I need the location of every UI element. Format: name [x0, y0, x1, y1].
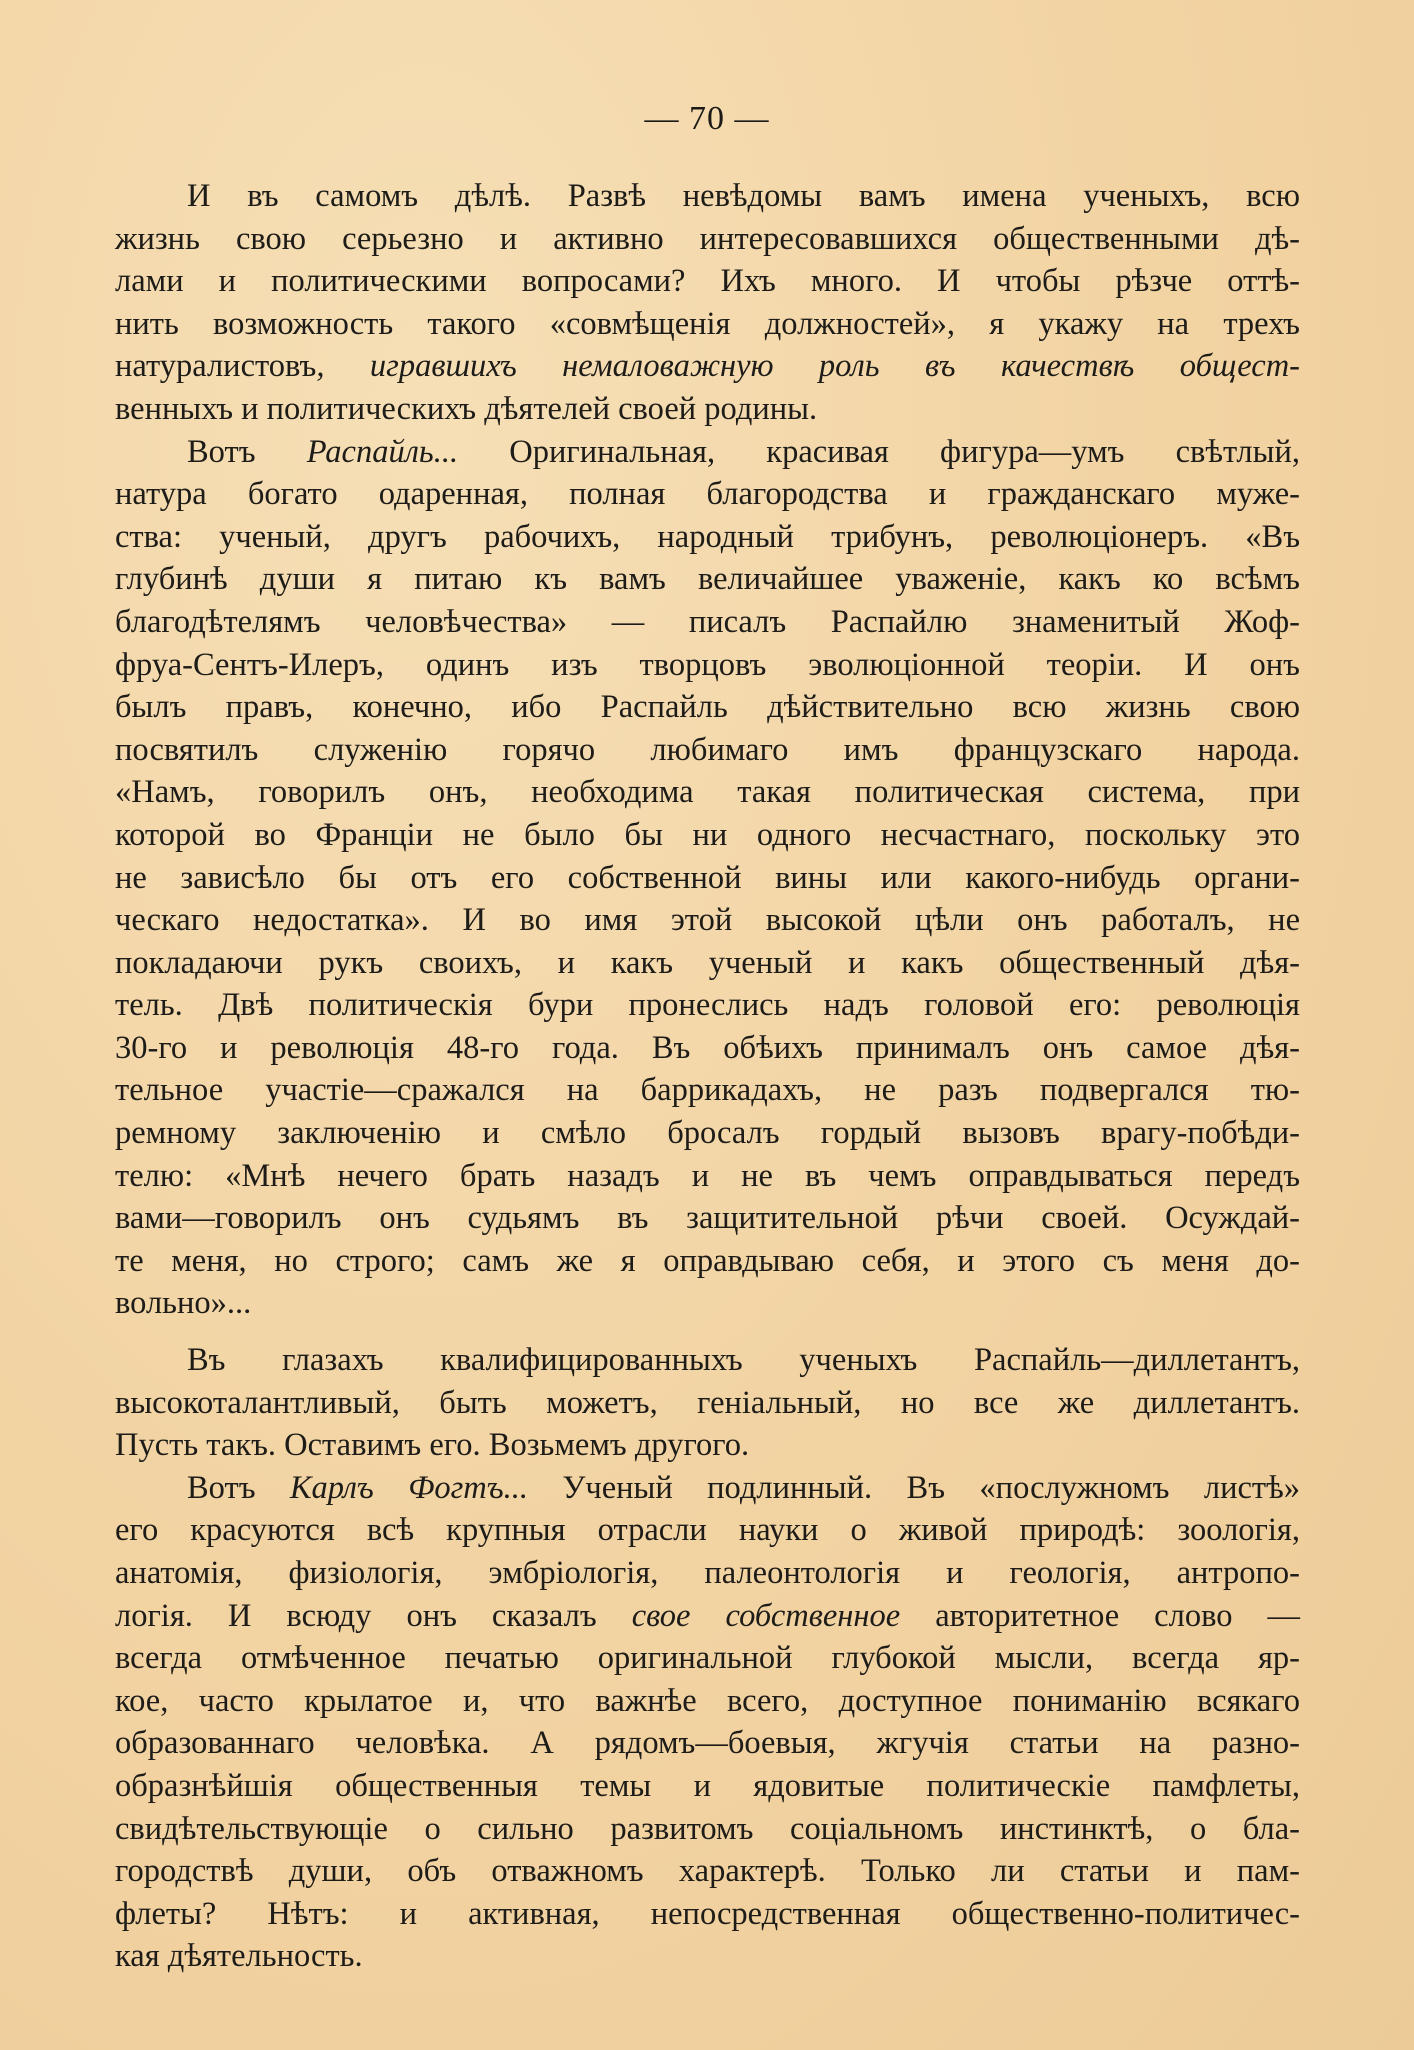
text-line: тель. Двѣ политическія бури пронеслись надъ головой его: революція: [115, 987, 1300, 1024]
text-line: И въ самомъ дѣлѣ. Развѣ невѣдомы вамъ имена ученыхъ, всю: [187, 178, 1300, 214]
text-line: логія. И всюду онъ сказалъ свое собственное авторитетное слово —: [115, 1597, 1300, 1634]
text-line: благодѣтелямъ человѣчества» — писалъ Распайлю знаменитый Жоф-: [115, 603, 1300, 640]
text-line: лами и политическими вопросами? Ихъ много. И чтобы рѣзче оттѣ-: [115, 263, 1300, 300]
text-line: анатомія, физіологія, эмбріологія, палеонтологія и геологія, антропо-: [115, 1555, 1300, 1591]
text-line: Вотъ Распайль... Оригинальная, красивая фигура—умъ свѣтлый,: [187, 433, 1300, 470]
text-line: венныхъ и политическихъ дѣятелей своей родины.: [115, 390, 818, 427]
text-line: кая дѣятельность.: [115, 1938, 363, 1975]
text-line: былъ правъ, конечно, ибо Распайль дѣйствительно всю жизнь свою: [115, 689, 1300, 726]
paragraph: [115, 1467, 1300, 1978]
text-line: покладаючи рукъ своихъ, и какъ ученый и какъ общественный дѣя-: [115, 944, 1300, 981]
text-line: всегда отмѣченное печатью оригинальной глубокой мысли, всегда яр-: [115, 1640, 1300, 1677]
text-line: тельное участіе—сражался на баррикадахъ, не разъ подвергался тю-: [115, 1072, 1300, 1109]
text-line: фруа-Сентъ-Илеръ, одинъ изъ творцовъ эволюціонной теоріи. И онъ: [115, 646, 1300, 683]
text-line: натура богато одаренная, полная благородства и гражданскаго муже-: [115, 476, 1300, 513]
text-line: образнѣйшія общественныя темы и ядовитые политическіе памфлеты,: [115, 1767, 1300, 1804]
text-line: Въ глазахъ квалифицированныхъ ученыхъ Распайль—диллетантъ,: [187, 1342, 1300, 1379]
text-line: жизнь свою серьезно и активно интересовавшихся общественными дѣ-: [115, 220, 1300, 257]
text-line: телю: «Мнѣ нечего брать назадъ и не въ чемъ оправдываться передъ: [115, 1157, 1300, 1194]
paragraph: [115, 431, 1300, 1325]
text-line: вами—говорилъ онъ судьямъ въ защитительной рѣчи своей. Осуждай-: [115, 1200, 1300, 1237]
text-line: городствѣ души, объ отважномъ характерѣ. Только ли статьи и пам-: [115, 1853, 1300, 1890]
paragraph-gap: [115, 1325, 1300, 1339]
text-line: посвятилъ служенію горячо любимаго имъ французскаго народа.: [115, 731, 1300, 768]
text-line: ремному заключенію и смѣло бросалъ гордый вызовъ врагу-побѣди-: [115, 1115, 1300, 1152]
text-line: те меня, но строго; самъ же я оправдываю себя, и этого съ меня до-: [115, 1242, 1300, 1279]
text-line: глубинѣ души я питаю къ вамъ величайшее уваженіе, какъ ко всѣмъ: [115, 561, 1300, 598]
text-line: не зависѣло бы отъ его собственной вины или какого-нибудь органи-: [115, 859, 1300, 896]
text-line: кое, часто крылатое и, что важнѣе всего, доступное пониманію всякаго: [115, 1682, 1300, 1719]
text-line: Пусть такъ. Оставимъ его. Возьмемъ другого.: [115, 1427, 750, 1464]
text-line: флеты? Нѣтъ: и активная, непосредственная общественно-политичес-: [115, 1895, 1300, 1932]
text-line: вольно»...: [115, 1285, 252, 1322]
text-line: нить возможность такого «совмѣщенія должностей», я укажу на трехъ: [115, 305, 1300, 342]
text-line: его красуются всѣ крупныя отрасли науки о живой природѣ: зоологія,: [115, 1512, 1300, 1549]
text-line: которой во Франціи не было бы ни одного несчастнаго, поскольку это: [115, 816, 1300, 853]
paragraph: [115, 1339, 1300, 1467]
text-line: ства: ученый, другъ рабочихъ, народный трибунъ, революціонеръ. «Въ: [115, 518, 1300, 555]
text-line: Вотъ Карлъ Фогтъ... Ученый подлинный. Въ «послужномъ листѣ»: [187, 1469, 1300, 1506]
text-line: 30-го и революція 48-го года. Въ обѣихъ принималъ онъ самое дѣя-: [115, 1029, 1300, 1066]
paragraph: [115, 175, 1300, 431]
text-line: натуралистовъ, игравшихъ немаловажную роль въ качествѣ общест-: [115, 348, 1300, 385]
page-number: — 70 —: [644, 100, 770, 137]
text-line: образованнаго человѣка. А рядомъ—боевыя, жгучія статьи на разно-: [115, 1725, 1300, 1762]
text-line: «Намъ, говорилъ онъ, необходима такая политическая система, при: [115, 774, 1300, 811]
text-line: ческаго недостатка». И во имя этой высокой цѣли онъ работалъ, не: [115, 902, 1300, 939]
text-line: высокоталантливый, быть можетъ, геніальный, но все же диллетантъ.: [115, 1384, 1300, 1421]
text-line: свидѣтельствующіе о сильно развитомъ соціальномъ инстинктѣ, о бла-: [115, 1810, 1300, 1847]
page-text: [115, 175, 1300, 1978]
